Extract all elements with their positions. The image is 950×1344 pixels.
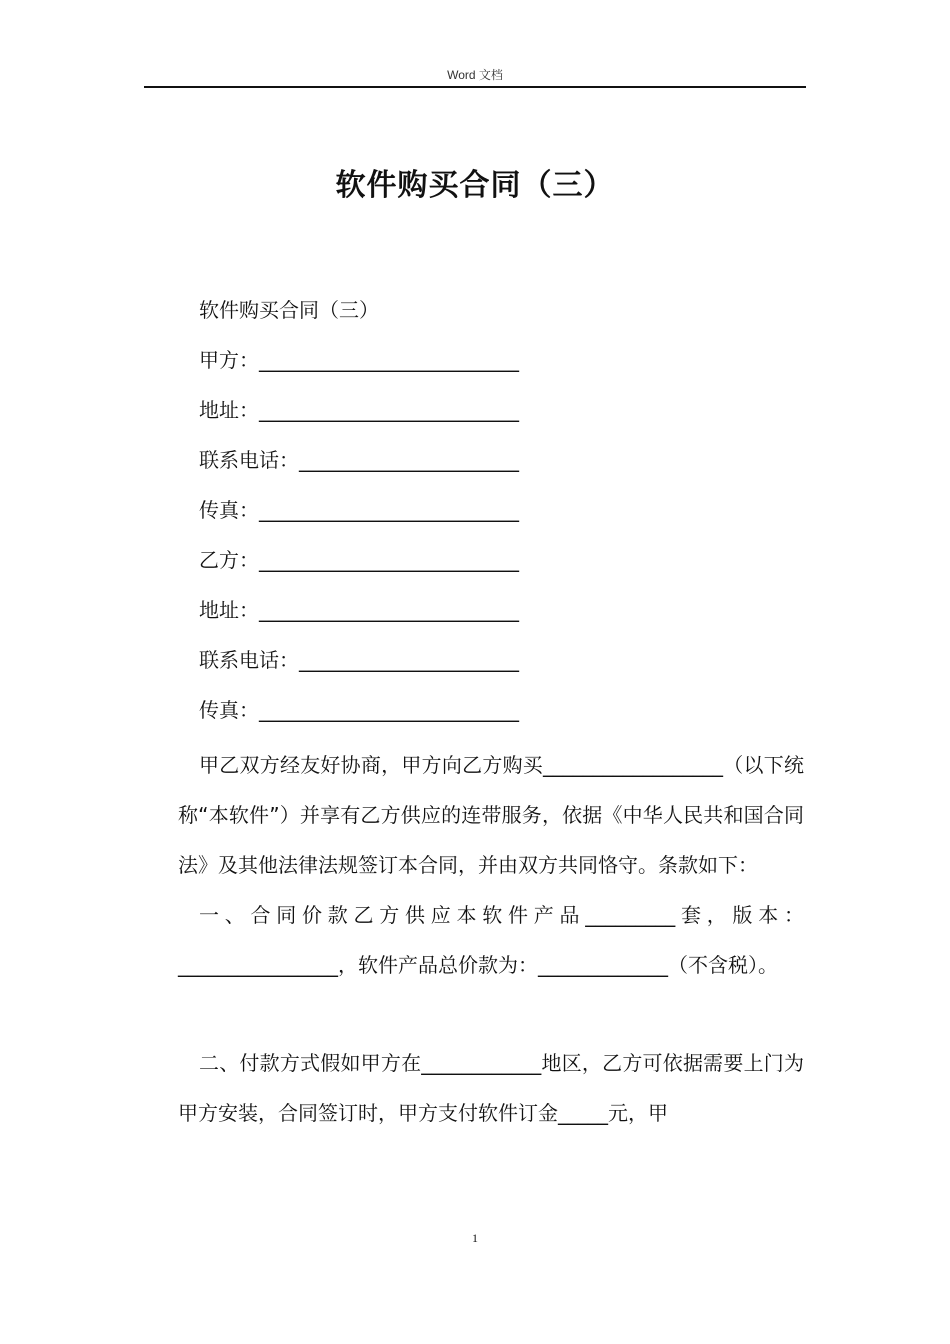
page-header: Word 文档 <box>447 68 503 82</box>
party-b-fax-field: 传真：__________________________ <box>199 698 519 722</box>
party-a-phone-field: 联系电话：______________________ <box>199 448 519 472</box>
header-divider <box>144 86 806 88</box>
party-a-address-field: 地址：__________________________ <box>199 398 519 422</box>
party-b-field: 乙方：__________________________ <box>199 548 519 572</box>
preamble-paragraph: 甲乙双方经友好协商，甲方向乙方购买__________________（以下统称“本软件”）并享有乙方供应的连带服务，依据《中华人民共和国合同法》及其他法律法规签订本合同，并由双方共同恪守。条款如下： <box>178 753 804 877</box>
paragraph-spacer <box>178 990 804 1038</box>
party-b-address-field: 地址：__________________________ <box>199 598 519 622</box>
document-title: 软件购买合同（三） <box>335 168 615 203</box>
page-number: 1 <box>472 1231 478 1245</box>
party-a-field: 甲方：__________________________ <box>199 348 519 372</box>
party-a-fax-field: 传真：__________________________ <box>199 498 519 522</box>
clause-2-paragraph: 二、付款方式假如甲方在____________地区，乙方可依据需要上门为甲方安装，合同签订时，甲方支付软件订金_____元，甲 <box>178 1051 804 1125</box>
document-body <box>178 290 804 1138</box>
clause-1-paragraph: 一、合同价款乙方供应本软件产品_________套，版本：________________，软件产品总价款为：_____________（不含税）。 <box>178 903 804 977</box>
body-subtitle: 软件购买合同（三） <box>199 298 379 322</box>
party-b-phone-field: 联系电话：______________________ <box>199 648 519 672</box>
